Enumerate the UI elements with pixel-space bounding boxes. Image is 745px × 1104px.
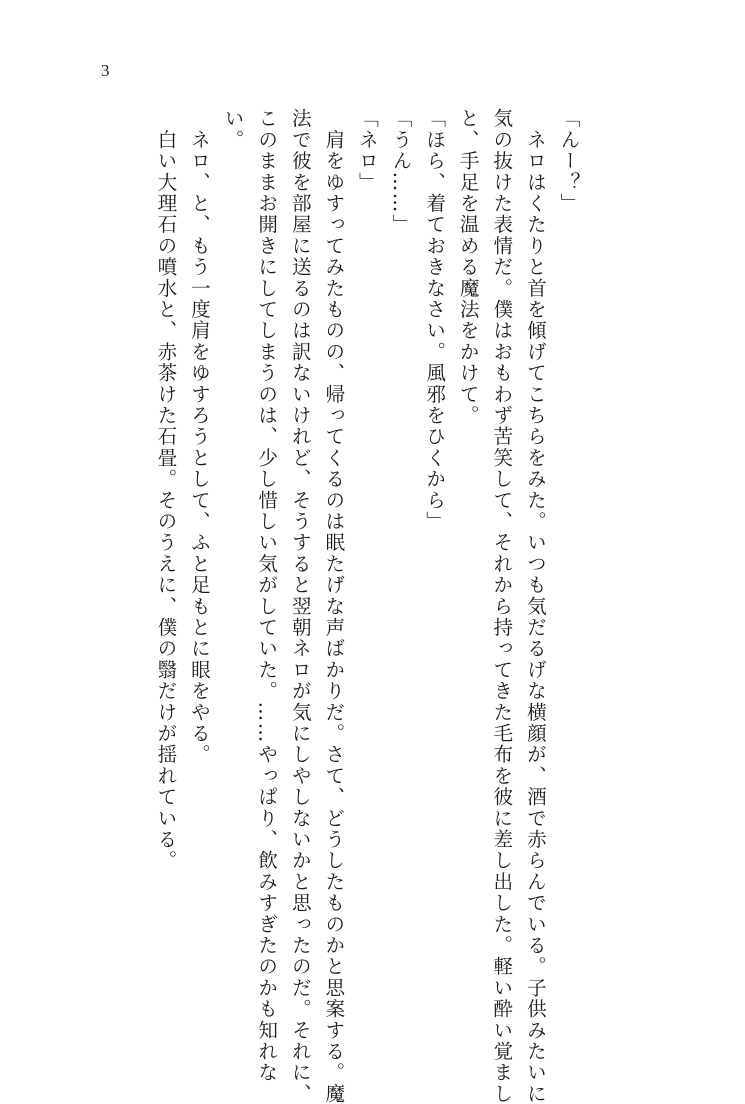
text-line: 「ほら、着ておきなさい。風邪をひくから」 [422,108,446,532]
text-line: ネロはくたりと首を傾げてこちらをみた。いつも気だるげな横顔が、酒で赤らんでいる。子供みたいに [523,108,547,1104]
text-line: 肩をゆすってみたものの、帰ってくるのは眠たげな声ばかりだ。さて、どうしたものかと思案する。魔 [321,108,345,1104]
text-line: 「うん……」 [389,108,413,236]
text-line: ネロ、と、もう一度肩をゆすろうとして、ふと足もとに眼をやる。 [187,108,211,766]
text-line: 気の抜けた表情だ。僕はおもわず苦笑して、それから持ってきた毛布を彼に差し出した。軽い酔い覚まし [489,108,513,1104]
text-line: い。 [221,108,245,151]
text-line: 「ネロ」 [355,108,379,193]
text-line: このままお開きにしてしまうのは、少し惜しい気がしていた。……やっぱり、飲みすぎたのかも知れな [254,108,278,1084]
text-line: 白い大理石の噴水と、赤茶けた石畳。そのうえに、僕の翳だけが揺れている。 [153,108,177,872]
vertical-text-body [135,108,585,1104]
page-number: 3 [101,61,110,80]
text-line: 「んー？」 [557,108,580,214]
text-line: と、手足を温める魔法をかけて。 [456,108,480,426]
text-line: 法で彼を部屋に送るのは訳ないけれど、そうすると翌朝ネロが気にしやしないかと思ったのだ。それに、 [288,108,312,1104]
